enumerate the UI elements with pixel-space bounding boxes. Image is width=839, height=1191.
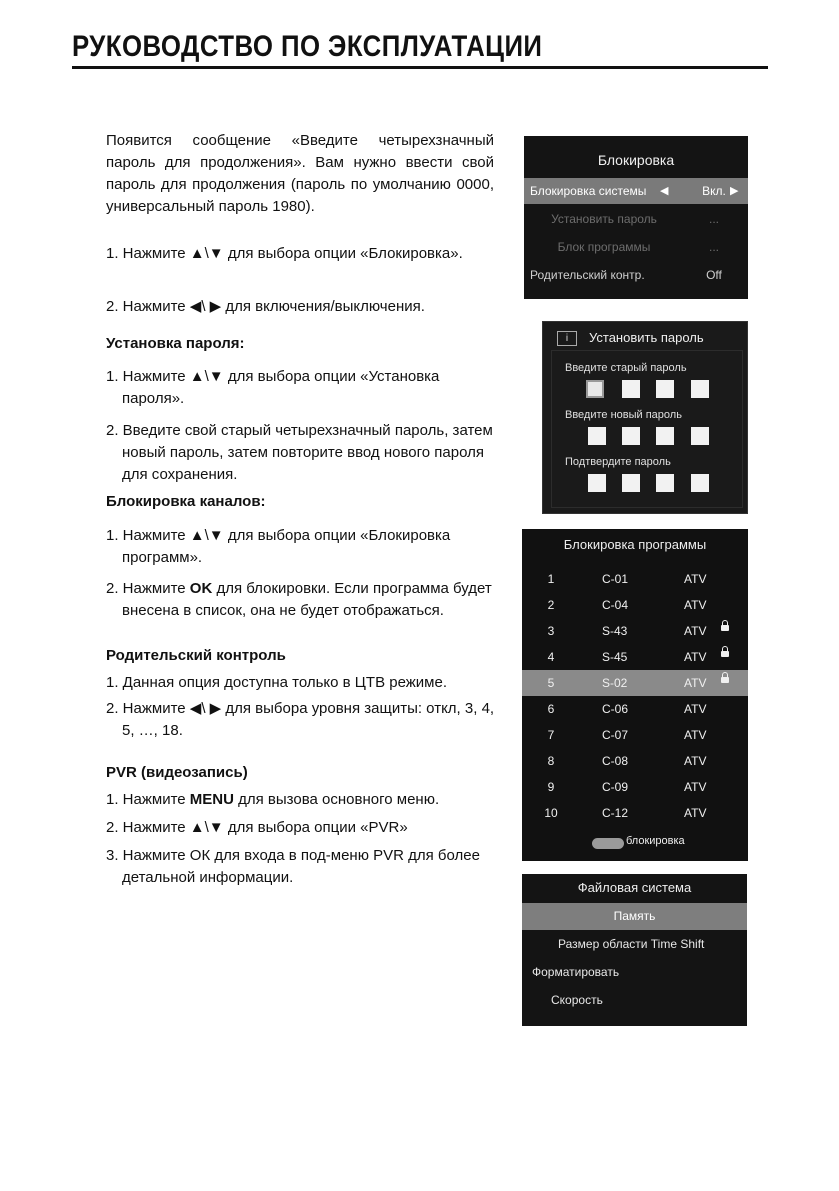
lock-menu-item-set-password[interactable]: Установить пароль ... [551,212,719,226]
pvr-step-1: 1. Нажмите MENU для вызова основного меню. [106,791,440,808]
arrow-left-icon: ◀ [660,185,669,197]
lock-menu-title: Блокировка [597,152,675,168]
old-password-digit-3[interactable] [656,380,674,398]
page-title: РУКОВОДСТВО ПО ЭКСПЛУАТАЦИИ [72,30,543,63]
lock-step-2: 2. Нажмите ◀\ ▶ для включения/выключения. [106,298,425,315]
program-row[interactable]: 9 C-09 ATV [547,780,707,794]
parental-heading: Родительский контроль [106,647,286,664]
old-password-label: Введите старый пароль [565,362,687,374]
new-password-digit-2[interactable] [622,427,640,445]
program-row[interactable]: 1 C-01 ATV [547,572,707,586]
program-row[interactable]: 4 S-45 ATV [522,644,748,670]
program-row[interactable]: 7 C-07 ATV [547,728,707,742]
pvr-step-2: 2. Нажмите ▲\▼ для выбора опции «PVR» [106,819,408,836]
program-row[interactable]: 8 C-08 ATV [547,754,707,768]
confirm-password-digit-1[interactable] [588,474,606,492]
new-password-digit-1[interactable] [588,427,606,445]
leftright-arrows-icon: ◀\ ▶ [189,700,222,717]
fs-item-speed[interactable]: Скорость [551,993,603,1007]
program-row[interactable]: 10 C-12 ATV [544,806,707,820]
lock-menu-item-system-lock[interactable]: Блокировка системы ◀ Вкл. ▶ [524,178,748,204]
program-row[interactable]: 6 C-06 ATV [547,702,707,716]
info-icon: i [557,331,577,346]
updown-arrows-icon: ▲\▼ [189,245,224,262]
channel-step-2: 2. Нажмите OK для блокировки. Если программа будет внесена в список, она не будет отображаться. [106,580,492,619]
pvr-heading: PVR (видеозапись) [106,764,248,781]
password-step-1: 1. Нажмите ▲\▼ для выбора опции «Установка пароля». [106,368,440,407]
arrow-right-icon: ▶ [730,185,739,197]
lock-icon [721,625,729,631]
new-password-digit-3[interactable] [656,427,674,445]
legend-swatch [592,838,624,849]
pvr-step-3: 3. Нажмите ОК для входа в под-меню PVR для более детальной информации. [106,847,480,886]
password-heading: Установка пароля: [106,335,245,352]
lock-menu-item-parental[interactable]: Родительский контр. Off [530,268,722,282]
program-row[interactable]: 3 S-43 ATV [522,618,748,644]
confirm-password-label: Подтвердите пароль [565,456,671,468]
updown-arrows-icon: ▲\▼ [189,368,224,385]
lock-icon [721,677,729,683]
updown-arrows-icon: ▲\▼ [189,527,224,544]
channel-lock-heading: Блокировка каналов: [106,493,266,510]
fs-item-timeshift-size[interactable]: Размер области Time Shift [558,937,705,951]
channel-step-1: 1. Нажмите ▲\▼ для выбора опции «Блокировка программ». [106,527,451,566]
confirm-password-digit-4[interactable] [691,474,709,492]
updown-arrows-icon: ▲\▼ [189,819,224,836]
parental-step-2: 2. Нажмите ◀\ ▶ для выбора уровня защиты: откл, 3, 4, 5, …, 18. [106,700,495,739]
lock-menu-screen [524,136,748,299]
old-password-digit-4[interactable] [691,380,709,398]
old-password-digit-2[interactable] [622,380,640,398]
lock-menu-item-program-block[interactable]: Блок программы ... [557,240,719,254]
password-step-2: 2. Введите свой старый четырехзначный пароль, затем новый пароль, затем повторите ввод нового пароля для сохранения. [106,422,493,483]
file-system-screen [522,874,747,1026]
program-row-selected[interactable]: 5 S-02 ATV [522,670,748,696]
fs-item-format[interactable]: Форматировать [532,965,620,979]
confirm-password-digit-3[interactable] [656,474,674,492]
program-block-screen [522,529,748,861]
parental-step-1: 1. Данная опция доступна только в ЦТВ режиме. [106,674,447,691]
lock-icon [721,651,729,657]
confirm-password-digit-2[interactable] [622,474,640,492]
leftright-arrows-icon: ◀\ ▶ [189,298,222,315]
legend-label: блокировка [626,835,685,847]
file-system-title: Файловая система [577,880,692,895]
lock-step-1: 1. Нажмите ▲\▼ для выбора опции «Блокировка». [106,245,463,262]
new-password-digit-4[interactable] [691,427,709,445]
title-rule [72,66,768,69]
fs-item-memory[interactable]: Память [522,903,747,930]
new-password-label: Введите новый пароль [565,409,682,421]
set-password-screen [542,321,748,514]
old-password-digit-1[interactable] [586,380,604,398]
intro-paragraph: Появится сообщение «Введите четырехзначный пароль для продолжения». Вам нужно ввести свой пароль для продолжения (пароль по умолчанию 0000, универсальный пароль 1980). [106,132,494,215]
program-row[interactable]: 2 C-04 ATV [547,598,707,612]
program-block-title: Блокировка программы [563,537,707,552]
set-password-title: Установить пароль [589,330,704,345]
